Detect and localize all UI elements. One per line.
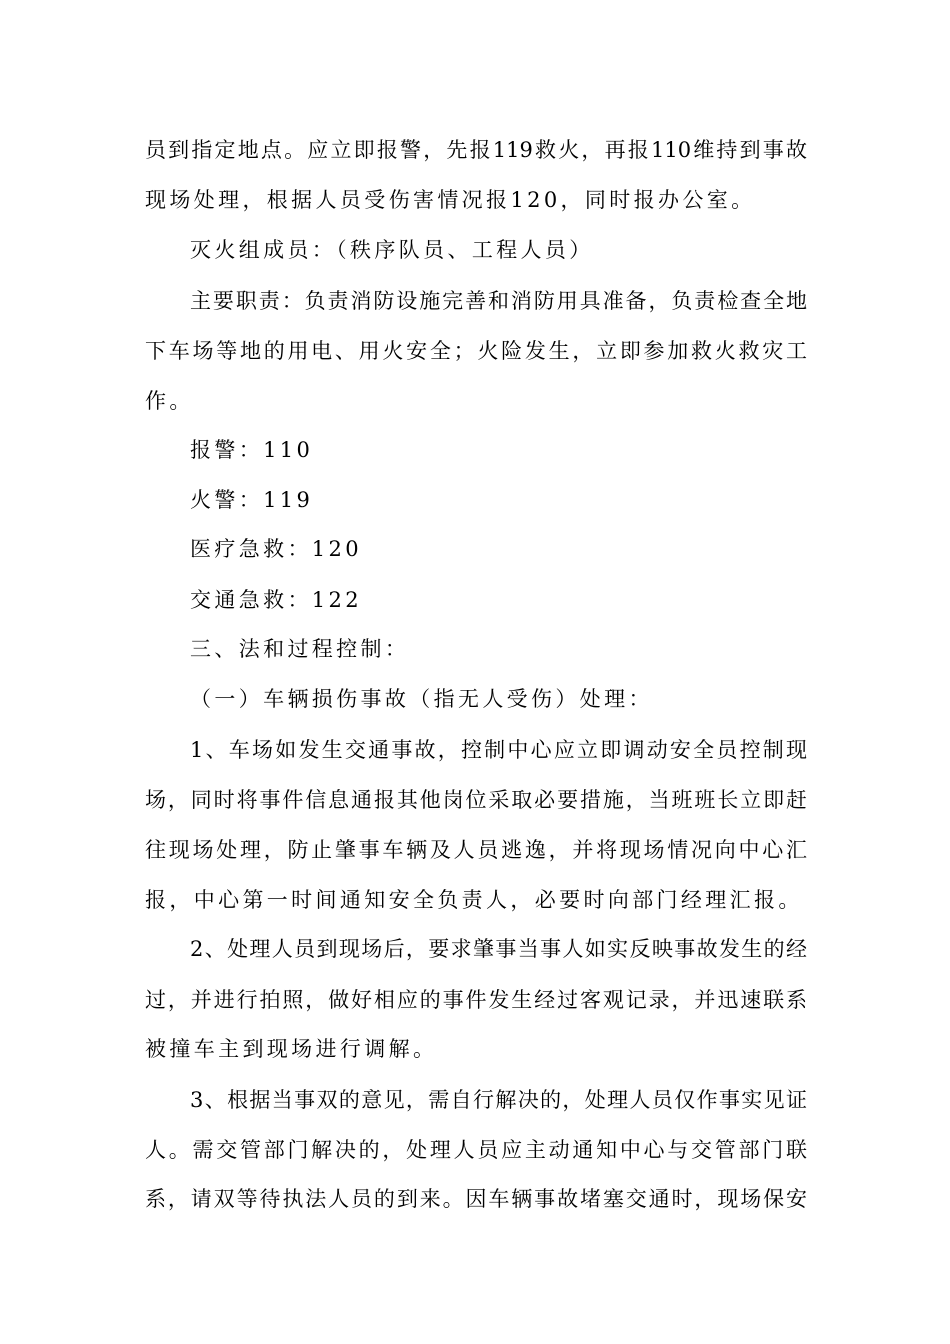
text-line: 作。 (145, 389, 194, 413)
subsection-heading: （一）车辆损伤事故（指无人受伤）处理： (190, 687, 653, 711)
text-line: 火警：119 (190, 488, 314, 512)
text-line: 2、处理人员到现场后，要求肇事当事人如实反映事故发生的经 (190, 937, 807, 961)
text-line: 报，中心第一时间通知安全负责人，必要时向部门经理汇报。 (145, 888, 803, 912)
text-line: 过，并进行拍照，做好相应的事件发生经过客观记录，并迅速联系 (145, 988, 807, 1012)
text-line: 员到指定地点。应立即报警，先报119救火，再报110维持到事故 (145, 138, 807, 162)
text-line: 报警：110 (190, 438, 314, 462)
text-line: 交通急救：122 (190, 588, 362, 612)
text-line: 现场处理，根据人员受伤害情况报120，同时报办公室。 (145, 188, 756, 212)
text-line: 往现场处理，防止肇事车辆及人员逃逸，并将现场情况向中心汇 (145, 838, 807, 862)
text-line: 下车场等地的用电、用火安全；火险发生，立即参加救火救灾工 (145, 339, 807, 363)
text-line: 灭火组成员：（秩序队员、工程人员） (190, 238, 594, 262)
text-line: 场，同时将事件信息通报其他岗位采取必要措施，当班班长立即赶 (145, 788, 807, 812)
text-line: 被撞车主到现场进行调解。 (145, 1037, 438, 1061)
text-line: 系，请双等待执法人员的到来。因车辆事故堵塞交通时，现场保安 (145, 1187, 807, 1211)
text-line: 医疗急救：120 (190, 537, 362, 561)
text-line: 3、根据当事双的意见，需自行解决的，处理人员仅作事实见证 (190, 1088, 807, 1112)
text-line: 1、车场如发生交通事故，控制中心应立即调动安全员控制现 (190, 738, 807, 762)
text-line: 主要职责：负责消防设施完善和消防用具准备，负责检查全地 (190, 289, 807, 313)
text-line: 人。需交管部门解决的，处理人员应主动通知中心与交管部门联 (145, 1138, 807, 1162)
section-heading: 三、法和过程控制： (190, 637, 410, 661)
